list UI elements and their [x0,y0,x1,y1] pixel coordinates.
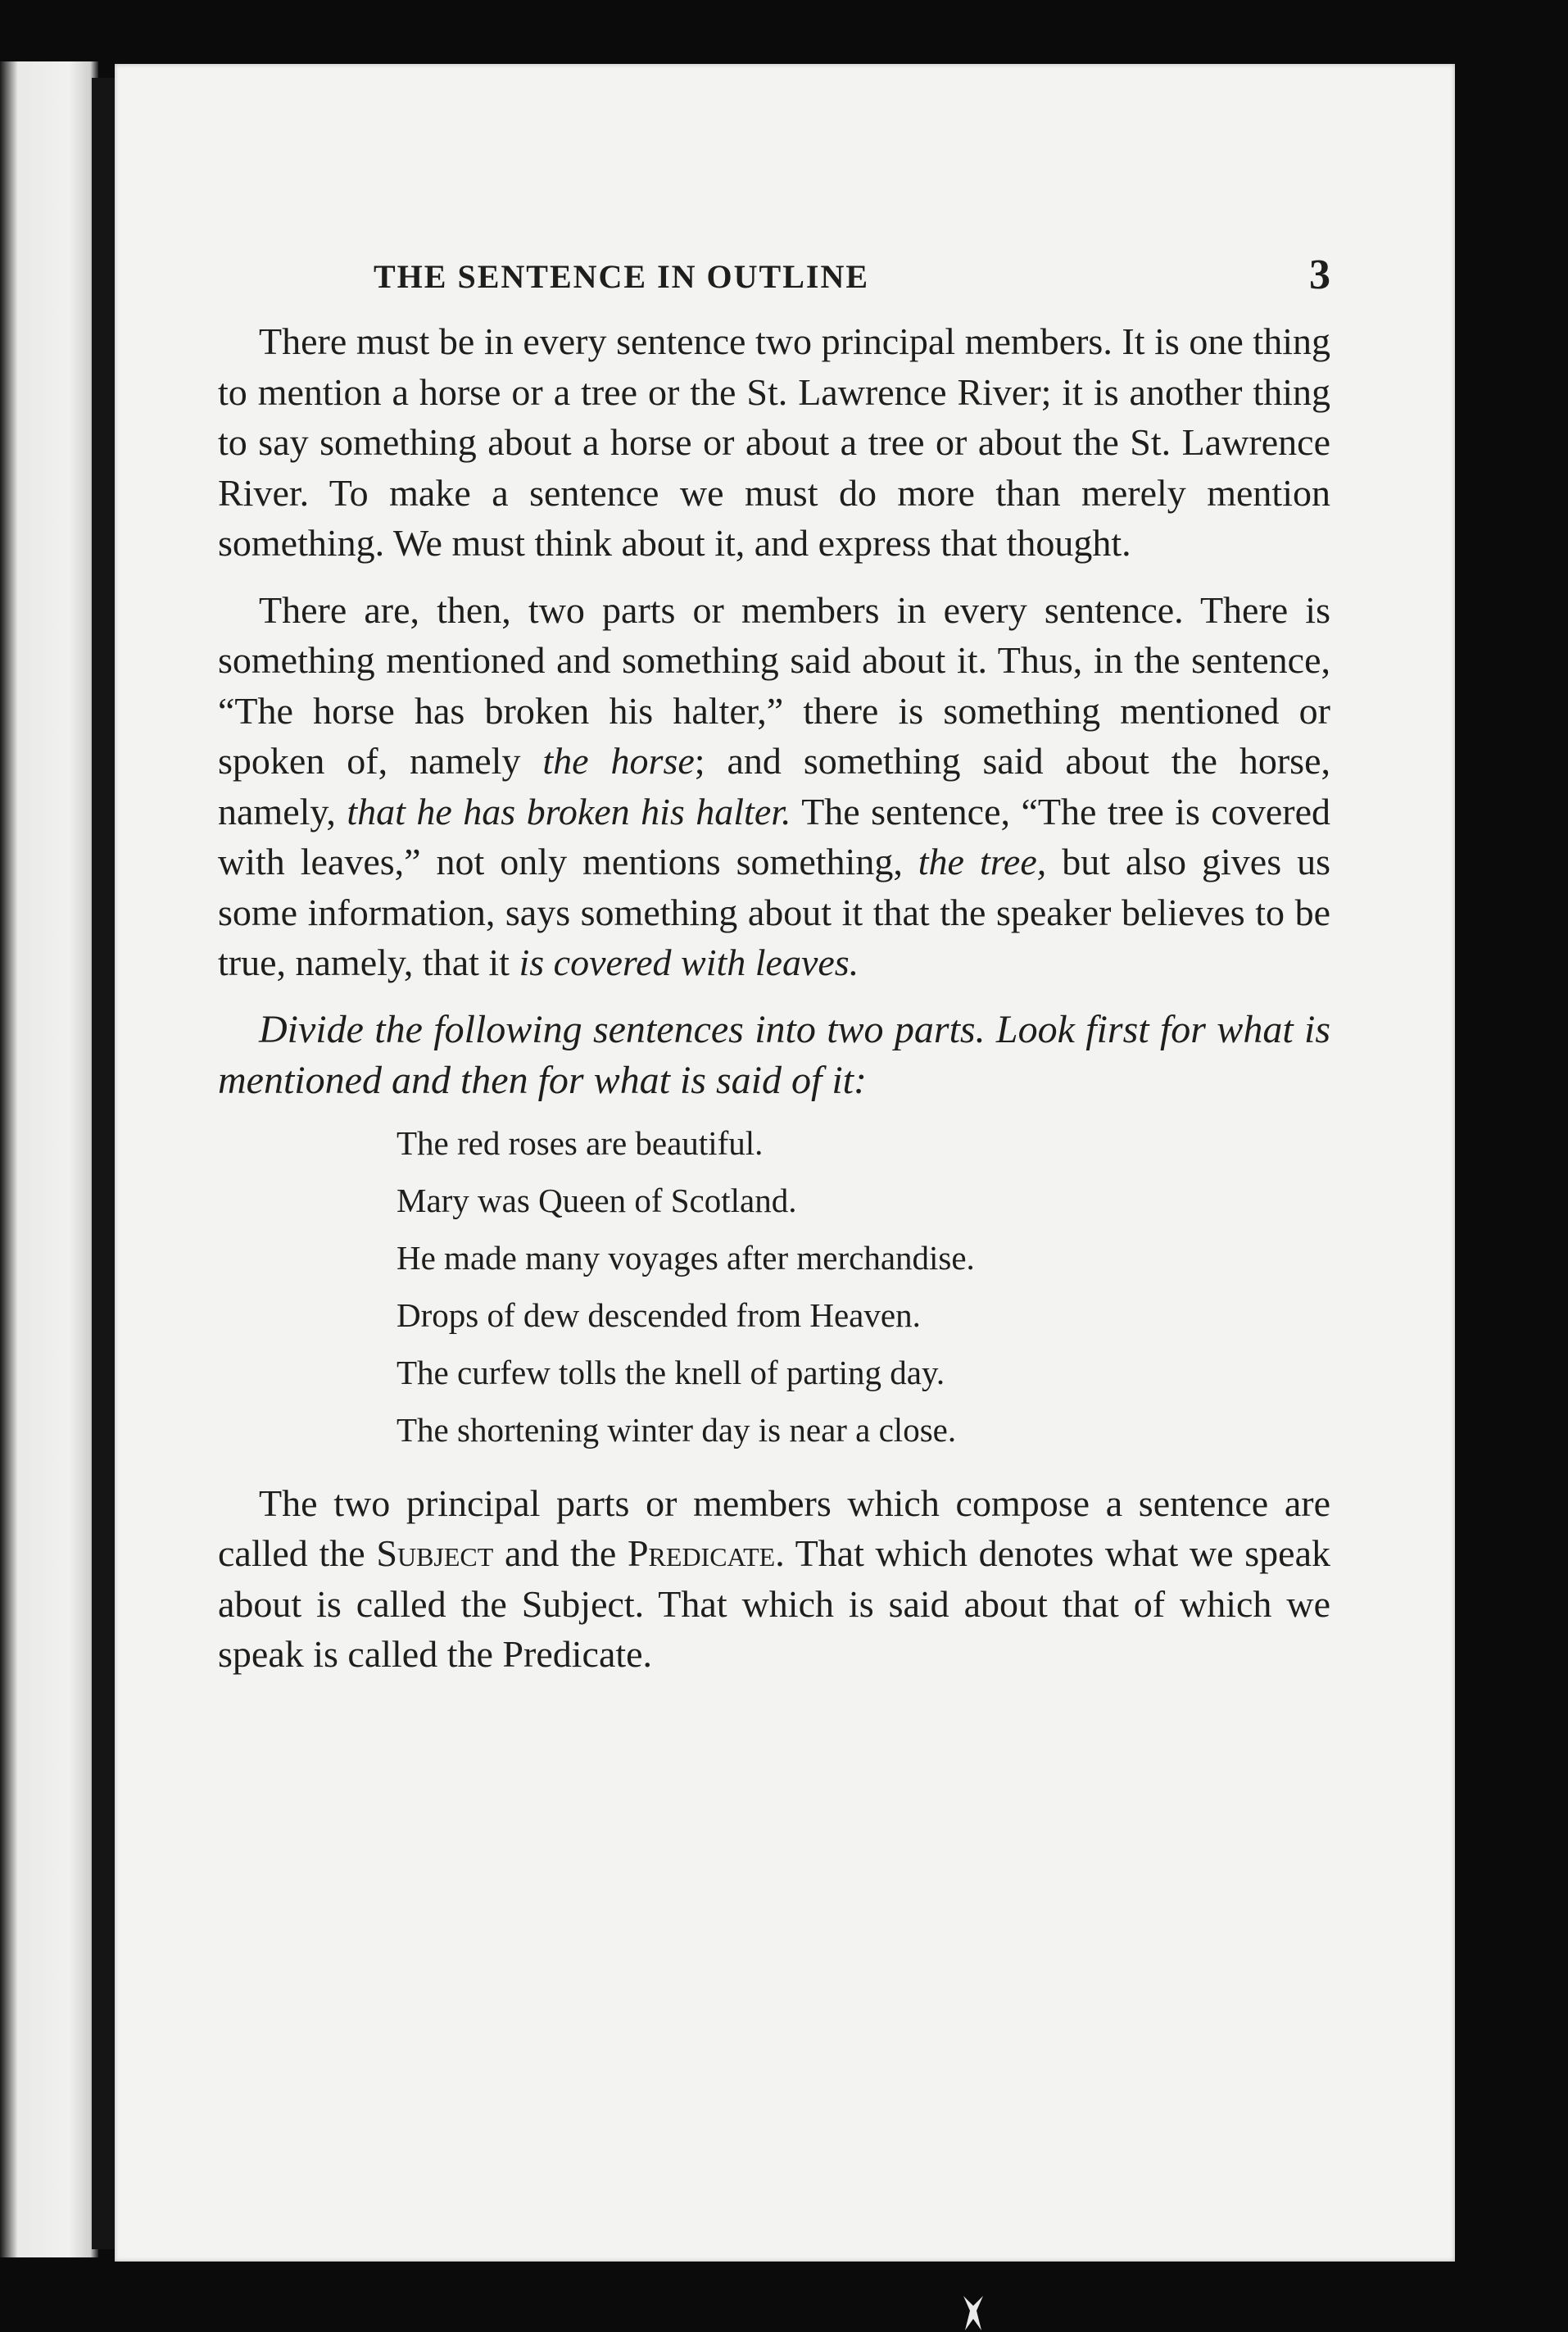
paragraph-2-italic-leaves: is covered with leaves. [519,941,859,983]
running-head: THE SENTENCE IN OUTLINE [374,258,870,295]
paragraph-2-text-e: The sentence, “The tree is covered with leaves,” not only mentions something, [218,790,1330,882]
example-sentences-list [218,1114,1330,1459]
final-text-c: That which denotes what we speak about is called the Subject. That which is said about that of which we speak is called the Predicate. [218,1532,1330,1675]
final-text-b: and the [493,1532,628,1574]
binding-mark-icon [962,2294,985,2332]
paragraph-1: There must be in every sentence two principal members. It is one thing to mention a horse or a tree or the St. Lawrence River; it is another thing to say something about a horse or about a tree or about the St. Lawrence River. To make a sentence we must do more than merely mention something. We must think about it, and express that thought. [218,320,1330,564]
book-page [115,64,1455,2262]
paragraph-2-italic-the-horse: the horse [542,740,695,782]
book-spine [92,78,115,2249]
paragraph-2-text-g: but also gives us some information, says something about it that the speaker believes to be true, namely, that it [218,841,1330,983]
term-subject: Subject [376,1532,494,1574]
paragraph-2-italic-halter: that he has broken his halter. [347,790,791,833]
paragraph-final [218,1478,1330,1680]
term-predicate: Predicate. [627,1532,785,1574]
example-sentence: The curfew tolls the knell of parting day. [397,1353,945,1391]
left-page-edge [0,61,98,2257]
example-sentence: Drops of dew descended from Heaven. [397,1295,921,1334]
example-sentence: He made many voyages after merchandise. [397,1238,975,1277]
paragraph-2 [218,585,1330,988]
paragraph-2-italic-the-tree: the tree, [918,841,1047,882]
final-text-a: The two principal parts or members which compose a sentence are called the [218,1481,1330,1574]
example-sentence: The red roses are beautiful. [397,1123,764,1162]
example-sentence: The shortening winter day is near a close. [397,1410,957,1449]
paragraph-2-text-c: ; and something said about the horse, namely, [218,740,1330,833]
example-sentence: Mary was Queen of Scotland. [397,1181,797,1219]
exercise-instruction: Divide the following sentences into two parts. Look first for what is mentioned and then for what is said of it: [218,1007,1330,1102]
page-header [218,246,1330,302]
page-number: 3 [1309,252,1330,298]
paragraph-2-text-a: There are, then, two parts or members in every sentence. There is something mentioned and something said about it. Thus, in the sentence, “The horse has broken his halter,” there is something mentioned or spoken of, namely [218,588,1330,782]
page-content [218,246,1330,1696]
